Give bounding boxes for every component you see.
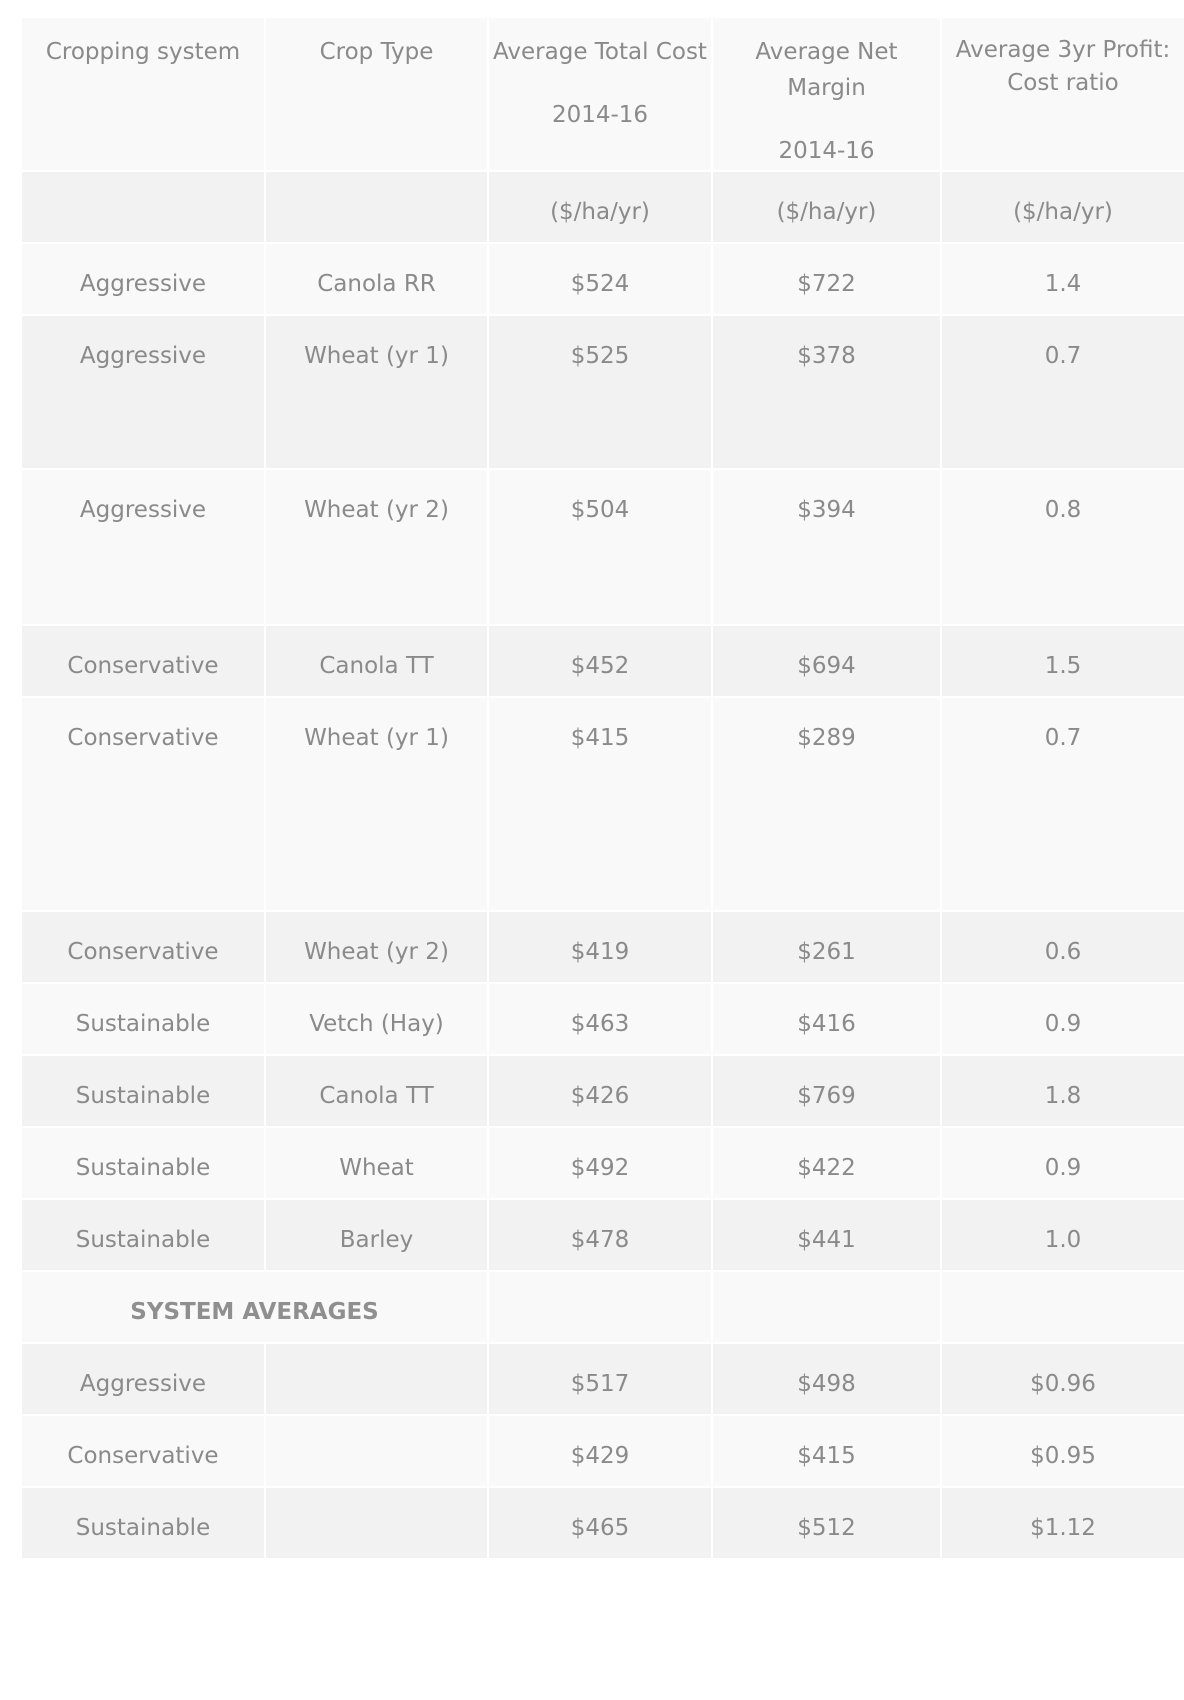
- cell-crop-type: Wheat: [265, 1127, 488, 1199]
- table-row: [21, 983, 1184, 1055]
- cell-ratio: 1.5: [941, 625, 1184, 697]
- avg-ratio: $0.96: [941, 1343, 1184, 1415]
- cell-crop-type: Wheat (yr 1): [265, 315, 488, 469]
- units-total-cost: ($/ha/yr): [488, 171, 712, 243]
- table-row: [21, 911, 1184, 983]
- cell-crop-type: Wheat (yr 2): [265, 911, 488, 983]
- cell-ratio: 0.9: [941, 1127, 1184, 1199]
- section-cell-empty: [712, 1271, 941, 1343]
- header-cropping-system: Cropping system: [21, 17, 265, 171]
- header-profit-cost-ratio-line2: Cost ratio: [1007, 70, 1119, 96]
- cell-net-margin: $261: [712, 911, 941, 983]
- header-average-total-cost-years: 2014-16: [551, 102, 649, 128]
- avg-cropping-system: Aggressive: [21, 1343, 265, 1415]
- table-row: [21, 243, 1184, 315]
- cell-crop-type: Wheat (yr 2): [265, 469, 488, 625]
- cell-total-cost: $426: [488, 1055, 712, 1127]
- cell-crop-type: Canola RR: [265, 243, 488, 315]
- cell-cropping-system: Sustainable: [21, 1127, 265, 1199]
- table-row: [21, 315, 1184, 469]
- cell-crop-type: Wheat (yr 1): [265, 697, 488, 911]
- avg-net-margin: $415: [712, 1415, 941, 1487]
- cell-crop-type: Vetch (Hay): [265, 983, 488, 1055]
- table-row: [21, 697, 1184, 911]
- cell-ratio: 1.4: [941, 243, 1184, 315]
- cell-total-cost: $492: [488, 1127, 712, 1199]
- table-row: [21, 1055, 1184, 1127]
- cell-crop-type: Canola TT: [265, 625, 488, 697]
- table-row: [21, 469, 1184, 625]
- avg-net-margin: $512: [712, 1487, 941, 1559]
- section-row-system-averages: [21, 1271, 1184, 1343]
- cell-total-cost: $415: [488, 697, 712, 911]
- average-row: [21, 1487, 1184, 1559]
- cell-ratio: 0.7: [941, 697, 1184, 911]
- cell-ratio: 0.6: [941, 911, 1184, 983]
- cell-net-margin: $441: [712, 1199, 941, 1271]
- header-average-net-margin: [712, 17, 941, 171]
- units-ratio: ($/ha/yr): [941, 171, 1184, 243]
- cell-ratio: 1.0: [941, 1199, 1184, 1271]
- cell-net-margin: $394: [712, 469, 941, 625]
- cell-cropping-system: Conservative: [21, 625, 265, 697]
- cell-total-cost: $478: [488, 1199, 712, 1271]
- cell-ratio: 1.8: [941, 1055, 1184, 1127]
- cell-total-cost: $524: [488, 243, 712, 315]
- cell-net-margin: $422: [712, 1127, 941, 1199]
- avg-net-margin: $498: [712, 1343, 941, 1415]
- table-row: [21, 1127, 1184, 1199]
- cell-net-margin: $416: [712, 983, 941, 1055]
- cell-cropping-system: Sustainable: [21, 1055, 265, 1127]
- section-cell-empty: [488, 1271, 712, 1343]
- cell-cropping-system: Aggressive: [21, 469, 265, 625]
- cell-cropping-system: Aggressive: [21, 315, 265, 469]
- section-label: SYSTEM AVERAGES: [21, 1271, 488, 1343]
- cell-net-margin: $289: [712, 697, 941, 911]
- units-net-margin: ($/ha/yr): [712, 171, 941, 243]
- avg-crop-type-empty: [265, 1487, 488, 1559]
- cell-total-cost: $452: [488, 625, 712, 697]
- table-row: [21, 1199, 1184, 1271]
- average-row: [21, 1415, 1184, 1487]
- cell-cropping-system: Sustainable: [21, 983, 265, 1055]
- header-average-net-margin-title: Average Net Margin: [755, 39, 898, 101]
- avg-total-cost: $517: [488, 1343, 712, 1415]
- cell-cropping-system: Conservative: [21, 697, 265, 911]
- cell-ratio: 0.7: [941, 315, 1184, 469]
- avg-crop-type-empty: [265, 1343, 488, 1415]
- cell-net-margin: $694: [712, 625, 941, 697]
- header-average-total-cost: [488, 17, 712, 171]
- cell-net-margin: $769: [712, 1055, 941, 1127]
- cell-total-cost: $504: [488, 469, 712, 625]
- header-profit-cost-ratio-line1: Average 3yr Profit:: [955, 37, 1171, 63]
- cell-net-margin: $722: [712, 243, 941, 315]
- cell-net-margin: $378: [712, 315, 941, 469]
- cell-ratio: 0.8: [941, 469, 1184, 625]
- header-row: [21, 17, 1184, 171]
- cell-cropping-system: Aggressive: [21, 243, 265, 315]
- header-crop-type: Crop Type: [265, 17, 488, 171]
- avg-ratio: $1.12: [941, 1487, 1184, 1559]
- units-cell-empty: [265, 171, 488, 243]
- avg-total-cost: $465: [488, 1487, 712, 1559]
- cell-total-cost: $419: [488, 911, 712, 983]
- avg-ratio: $0.95: [941, 1415, 1184, 1487]
- avg-total-cost: $429: [488, 1415, 712, 1487]
- cell-ratio: 0.9: [941, 983, 1184, 1055]
- avg-cropping-system: Conservative: [21, 1415, 265, 1487]
- cropping-systems-table: [20, 16, 1184, 1560]
- header-average-net-margin-years: 2014-16: [778, 138, 875, 164]
- average-row: [21, 1343, 1184, 1415]
- cell-crop-type: Barley: [265, 1199, 488, 1271]
- header-average-total-cost-title: Average Total Cost: [493, 39, 707, 65]
- cell-total-cost: $463: [488, 983, 712, 1055]
- cell-total-cost: $525: [488, 315, 712, 469]
- cell-cropping-system: Conservative: [21, 911, 265, 983]
- cell-cropping-system: Sustainable: [21, 1199, 265, 1271]
- avg-crop-type-empty: [265, 1415, 488, 1487]
- avg-cropping-system: Sustainable: [21, 1487, 265, 1559]
- section-cell-empty: [941, 1271, 1184, 1343]
- units-cell-empty: [21, 171, 265, 243]
- units-row: [21, 171, 1184, 243]
- header-profit-cost-ratio: [941, 17, 1184, 171]
- cell-crop-type: Canola TT: [265, 1055, 488, 1127]
- table-row: [21, 625, 1184, 697]
